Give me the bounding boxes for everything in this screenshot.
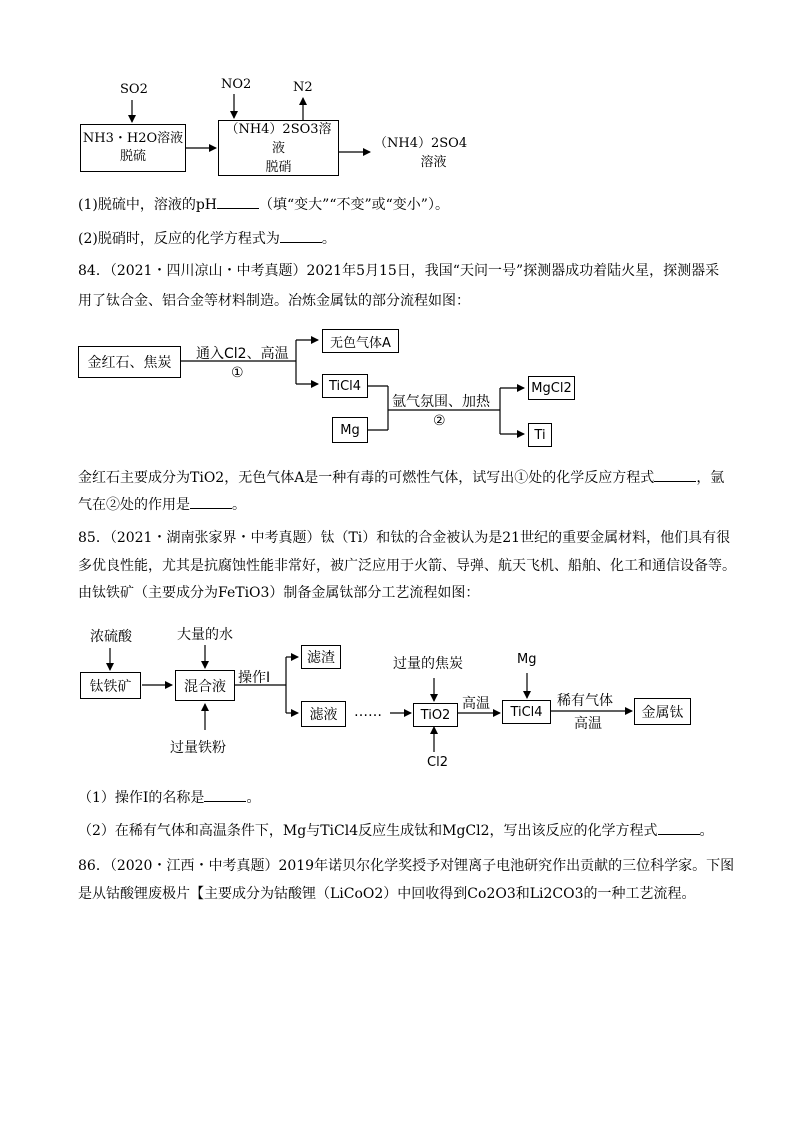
q83-part1 (78, 192, 449, 219)
q85-part1-text: （1）操作Ⅰ的名称是 (78, 790, 205, 806)
q84-question-line1 (78, 465, 724, 492)
n2-label: N2 (293, 80, 313, 95)
answer-blank (190, 496, 232, 509)
q83-part2 (78, 226, 336, 253)
no2-label: NO2 (221, 77, 252, 92)
q86-stem-line1: 86．（2020・江西・中考真题）2019年诺贝尔化学奖授予对锂离子电池研究作出贡献的三位科学家。下图 (78, 858, 735, 874)
q83-part2-text: (2)脱硝时，反应的化学方程式为 (78, 231, 280, 247)
ticl4-box-2: TiCl4 (502, 700, 551, 724)
high-temp-label: 高温 (462, 696, 490, 712)
mg-label: Mg (517, 652, 537, 667)
q85-stem-line2: 多优良性能，尤其是抗腐蚀性能非常好，被广泛应用于火箭、导弹、航天飞机、船舶、化工和通信设备等。 (78, 558, 736, 574)
operation-1-label: 操作Ⅰ (238, 670, 271, 686)
q84-stem-line2: 用了钛合金、铝合金等材料制造。冶炼金属钛的部分流程如图： (78, 293, 470, 309)
q85-part2-tail: 。 (699, 823, 714, 839)
tio2-box: TiO2 (413, 703, 458, 727)
ammonium-sulfate-product (374, 134, 467, 172)
cl2-label: Cl2 (427, 755, 448, 770)
q85-stem-line1: 85．（2021・湖南张家界・中考真题）钛（Ti）和钛的合金被认为是21世纪的重要金属材料，他们具有很 (78, 530, 731, 546)
colorless-gas-a-box: 无色气体A (322, 329, 399, 353)
iron-powder-label: 过量铁粉 (170, 740, 226, 756)
filtrate-box: 滤液 (301, 701, 346, 727)
ammonia-solution-label: NH3・H2O溶液 (82, 131, 184, 146)
q84-question-text: 金红石主要成分为TiO2，无色气体A是一种有毒的可燃性气体，试写出①处的化学反应方程式 (78, 470, 655, 486)
q84-question2-text: 气在②处的作用是 (78, 497, 190, 513)
titanium-metal-box: 金属钛 (634, 698, 691, 725)
denitration-label: 脱硝 (265, 159, 292, 175)
answer-blank (204, 789, 246, 802)
residue-box: 滤渣 (301, 645, 341, 669)
ilmenite-box: 钛铁矿 (80, 672, 141, 699)
q85-part1-tail: 。 (246, 790, 261, 806)
ammonium-sulfate-label: （NH4）2SO4 (374, 136, 468, 151)
answer-blank (658, 822, 700, 835)
solution-label: 溶液 (420, 155, 447, 170)
answer-blank (654, 469, 696, 482)
excess-coke-label: 过量的焦炭 (393, 656, 463, 672)
rutile-coke-box: 金红石、焦炭 (78, 346, 181, 378)
q83-part2-tail: 。 (321, 231, 336, 247)
ammonia-solution-box (80, 124, 186, 172)
mg-box: Mg (332, 417, 368, 443)
conc-sulfuric-acid-label: 浓硫酸 (90, 629, 132, 645)
answer-blank (217, 196, 259, 209)
q85-part2 (78, 818, 714, 845)
ammonium-sulfite-box (218, 120, 339, 176)
mgcl2-box: MgCl2 (528, 376, 575, 400)
ticl4-box: TiCl4 (322, 374, 368, 398)
step2-number: ② (433, 413, 446, 429)
ellipsis-label: …… (354, 704, 382, 720)
q83-part1-tail: （填“变大”“不变”或“变小”）。 (259, 197, 449, 213)
desulfurization-label: 脱硫 (119, 149, 146, 164)
q83-part1-text: (1)脱硫中，溶液的pH (78, 197, 218, 213)
mixture-box: 混合液 (175, 670, 235, 701)
q86-stem-line2: 是从钴酸锂废极片【主要成分为钴酸锂（LiCoO2）中回收得到Co2O3和Li2CO3的一种工艺流程。 (78, 886, 696, 902)
q84-stem-line1: 84．（2021・四川凉山・中考真题）2021年5月15日，我国“天问一号”探测器成功着陆火星，探测器采 (78, 263, 720, 279)
q84-question-tail: ，氩 (696, 470, 725, 486)
q85-part2-text: （2）在稀有气体和高温条件下，Mg与TiCl4反应生成钛和MgCl2，写出该反应的化学方程式 (78, 823, 658, 839)
water-label: 大量的水 (177, 627, 233, 643)
high-temp-label-2: 高温 (574, 716, 602, 732)
answer-blank (280, 230, 322, 243)
ti-box: Ti (528, 423, 552, 447)
ammonium-sulfite-label: （NH4）2SO3溶液 (225, 121, 332, 156)
step2-label: 氩气氛围、加热 (392, 394, 490, 410)
q85-part1 (78, 785, 260, 812)
q84-question-line2 (78, 492, 246, 519)
q84-question2-tail: 。 (232, 497, 246, 513)
so2-label: SO2 (120, 82, 148, 97)
inert-gas-label: 稀有气体 (557, 693, 613, 709)
step1-number: ① (231, 365, 244, 381)
q85-stem-line3: 由钛铁矿（主要成分为FeTiO3）制备金属钛部分工艺流程如图： (78, 585, 480, 601)
step1-label: 通入Cl2、高温 (196, 346, 289, 362)
